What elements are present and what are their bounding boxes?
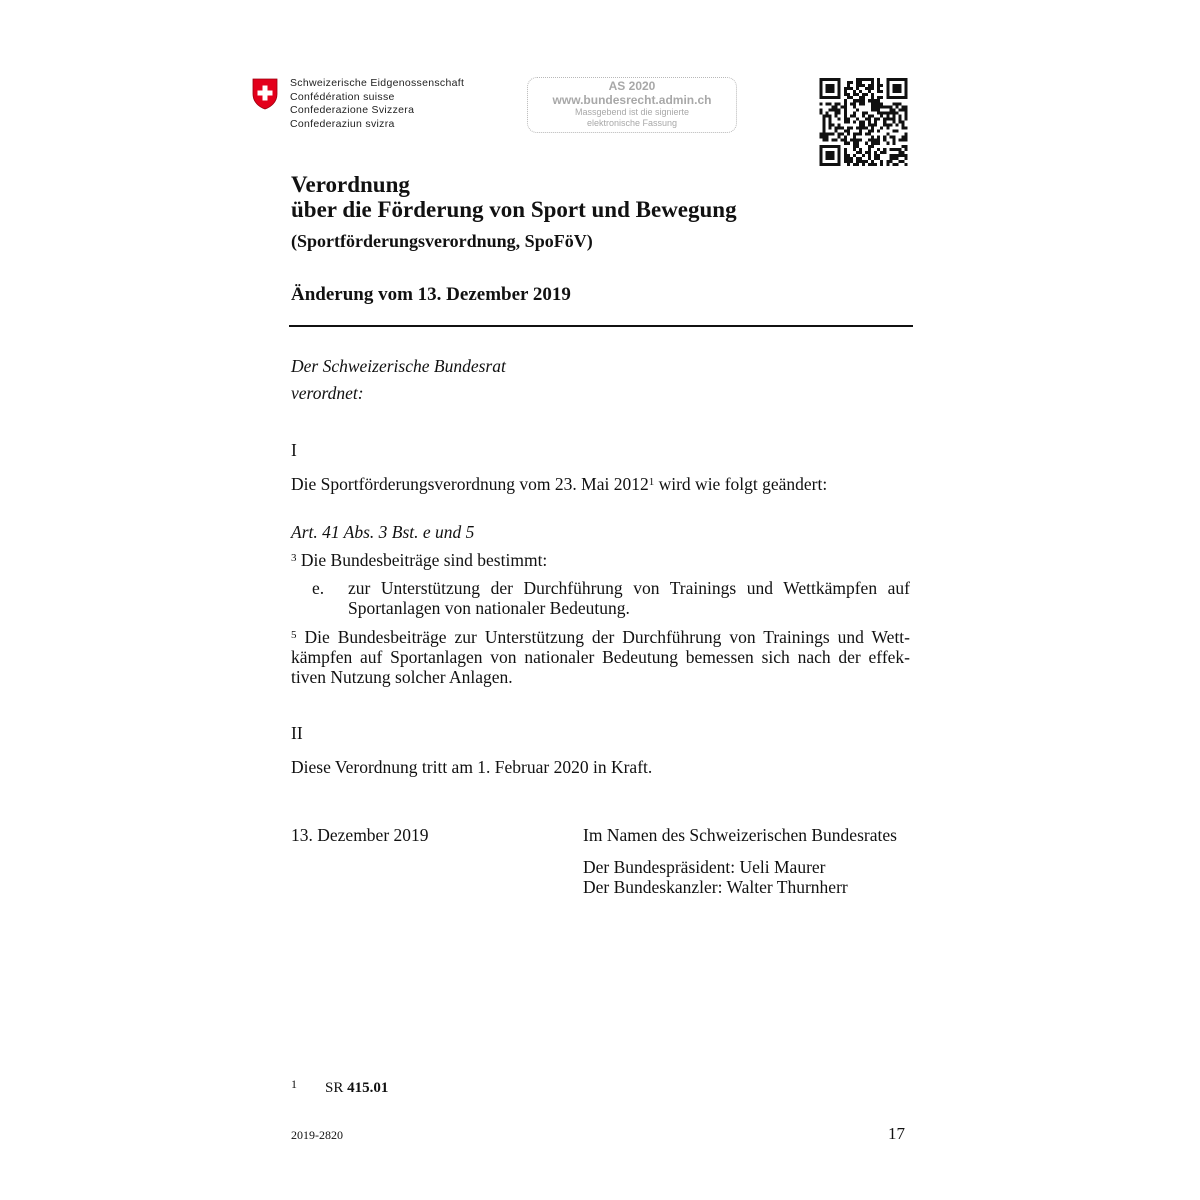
title-short: (Sportförderungsverordnung, SpoFöV) xyxy=(291,231,593,251)
amendment-date: Änderung vom 13. Dezember 2019 xyxy=(291,284,571,305)
section-1-intro xyxy=(291,474,827,495)
signature-date: 13. Dezember 2019 xyxy=(291,825,429,845)
confederation-rm: Confederaziun svizra xyxy=(290,117,395,130)
stamp-as-number: AS 2020 xyxy=(608,79,656,93)
title-divider xyxy=(289,325,913,327)
article-heading: Art. 41 Abs. 3 Bst. e und 5 xyxy=(291,522,475,542)
confederation-it: Confederazione Svizzera xyxy=(290,104,415,117)
qr-code-icon xyxy=(819,78,908,166)
paragraph-5-line-3: tiven Nutzung solcher Anlagen. xyxy=(291,667,513,687)
paragraph-3-number: 3 xyxy=(291,552,297,564)
official-stamp xyxy=(527,77,737,133)
footnote-text xyxy=(325,1079,388,1097)
stamp-url: www.bundesrecht.admin.ch xyxy=(552,93,712,107)
stamp-note-1: Massgebend ist die signierte xyxy=(574,107,690,117)
section-1-numeral: I xyxy=(291,440,297,460)
title-line-2: über die Förderung von Sport und Bewegung xyxy=(291,197,737,222)
stamp-note-2: elektronische Fassung xyxy=(586,118,678,128)
footnote-number: 1 xyxy=(291,1077,297,1091)
intro-text-end: wird wie folgt geändert: xyxy=(654,474,828,494)
item-e-label: e. xyxy=(312,578,325,598)
confederation-de: Schweizerische Eidgenossenschaft xyxy=(290,77,465,89)
document-id: 2019-2820 xyxy=(291,1128,343,1142)
paragraph-5-text-1: Die Bundesbeiträge zur Unterstützung der Durchführung von Trainings und Wett- xyxy=(296,627,910,647)
paragraph-5-number: 5 xyxy=(291,629,297,641)
page-number: 17 xyxy=(888,1124,905,1143)
preamble-verb: verordnet: xyxy=(291,383,364,403)
footnote-sr-number: 415.01 xyxy=(347,1080,389,1096)
swiss-crest-icon xyxy=(252,78,278,110)
item-e-line-2: Sportanlagen von nationaler Bedeutung. xyxy=(348,598,630,618)
footnote-prefix: SR xyxy=(325,1080,348,1096)
section-2-text: Diese Verordnung tritt am 1. Februar 2020 in Kraft. xyxy=(291,757,653,777)
confederation-names xyxy=(290,77,464,131)
paragraph-3-text: Die Bundesbeiträge sind bestimmt: xyxy=(296,550,548,570)
title-line-1: Verordnung xyxy=(291,172,410,197)
confederation-fr: Confédération suisse xyxy=(290,90,395,103)
paragraph-5-line-2: kämpfen auf Sportanlagen von nationaler Bedeutung bemessen sich nach der effek- xyxy=(291,647,910,667)
paragraph-3 xyxy=(291,550,547,571)
intro-text: Die Sportförderungsverordnung vom 23. Mai 2012 xyxy=(291,474,649,494)
signature-on-behalf: Im Namen des Schweizerischen Bundesrates xyxy=(583,825,897,845)
section-2-numeral: II xyxy=(291,723,303,743)
signature-chancellor: Der Bundeskanzler: Walter Thurnherr xyxy=(583,877,848,897)
item-e-line-1: zur Unterstützung der Durchführung von Trainings und Wettkämpfen auf xyxy=(348,578,910,598)
signature-president: Der Bundespräsident: Ueli Maurer xyxy=(583,857,826,877)
footnote-ref[interactable]: 1 xyxy=(648,476,655,488)
preamble-authority: Der Schweizerische Bundesrat xyxy=(291,356,506,376)
paragraph-5-line-1 xyxy=(291,627,910,648)
